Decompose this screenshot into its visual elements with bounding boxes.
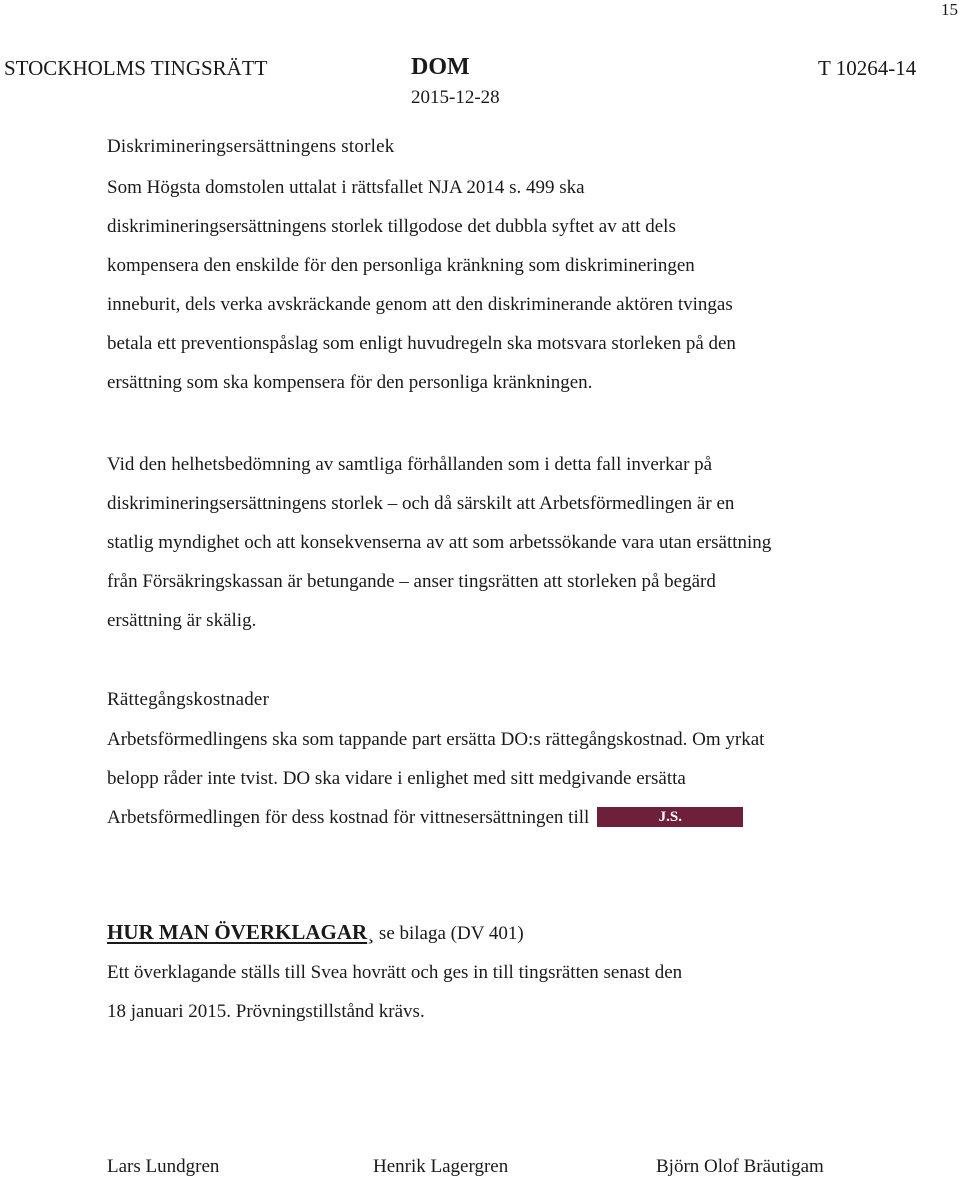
text-line: inneburit, dels verka avskräckande genom att den diskriminerande aktören tvingas	[107, 294, 733, 315]
section-heading-compensation-size: Diskrimineringsersättningens storlek	[107, 136, 395, 157]
text-line: Arbetsförmedlingens ska som tappande part ersätta DO:s rättegångskostnad. Om yrkat	[107, 729, 765, 750]
text-line: betala ett preventionspåslag som enligt huvudregeln ska motsvara storleken på den	[107, 333, 736, 354]
paragraph-compensation-purpose	[107, 168, 907, 402]
paragraph-appeal	[107, 953, 907, 1031]
text-line-with-redaction	[107, 798, 907, 837]
document-type: DOM	[411, 54, 470, 80]
court-name: STOCKHOLMS TINGSRÄTT	[4, 56, 268, 80]
text-line: kompensera den enskilde för den personliga kränkning som diskrimineringen	[107, 255, 695, 276]
text-line: diskrimineringsersättningens storlek – och då särskilt att Arbetsförmedlingen är en	[107, 493, 735, 514]
text-line: Som Högsta domstolen uttalat i rättsfallet NJA 2014 s. 499 ska	[107, 177, 585, 198]
text-line: Ett överklagande ställs till Svea hovrätt och ges in till tingsrätten senast den	[107, 962, 683, 983]
appeal-heading	[107, 920, 524, 945]
text-line: ersättning är skälig.	[107, 610, 257, 631]
signature-name: Lars Lundgren	[107, 1156, 220, 1177]
appeal-attachment-ref: se bilaga (DV 401)	[374, 923, 524, 944]
appeal-title-mark: ¸	[367, 920, 375, 944]
text-line-content: Arbetsförmedlingen för dess kostnad för vittnesersättningen till	[107, 807, 590, 828]
page-number: 15	[941, 0, 958, 19]
appeal-title: HUR MAN ÖVERKLAGAR	[107, 920, 368, 944]
paragraph-legal-costs	[107, 720, 907, 837]
redaction-box: J.S.	[597, 807, 743, 827]
signature-name: Henrik Lagergren	[373, 1156, 509, 1177]
text-line: ersättning som ska kompensera för den personliga kränkningen.	[107, 372, 593, 393]
text-line: Vid den helhetsbedömning av samtliga förhållanden som i detta fall inverkar på	[107, 454, 713, 475]
section-heading-legal-costs: Rättegångskostnader	[107, 689, 270, 710]
text-line: belopp råder inte tvist. DO ska vidare i enlighet med sitt medgivande ersätta	[107, 768, 686, 789]
text-line: statlig myndighet och att konsekvenserna av att som arbetssökande vara utan ersättning	[107, 532, 772, 553]
document-date: 2015-12-28	[411, 87, 500, 108]
paragraph-assessment	[107, 445, 907, 640]
signature-name: Björn Olof Bräutigam	[656, 1156, 824, 1177]
case-number: T 10264-14	[818, 56, 917, 80]
text-line: från Försäkringskassan är betungande – anser tingsrätten att storleken på begärd	[107, 571, 716, 592]
text-line: diskrimineringsersättningens storlek tillgodose det dubbla syftet av att dels	[107, 216, 676, 237]
text-line: 18 januari 2015. Prövningstillstånd krävs.	[107, 1001, 425, 1022]
